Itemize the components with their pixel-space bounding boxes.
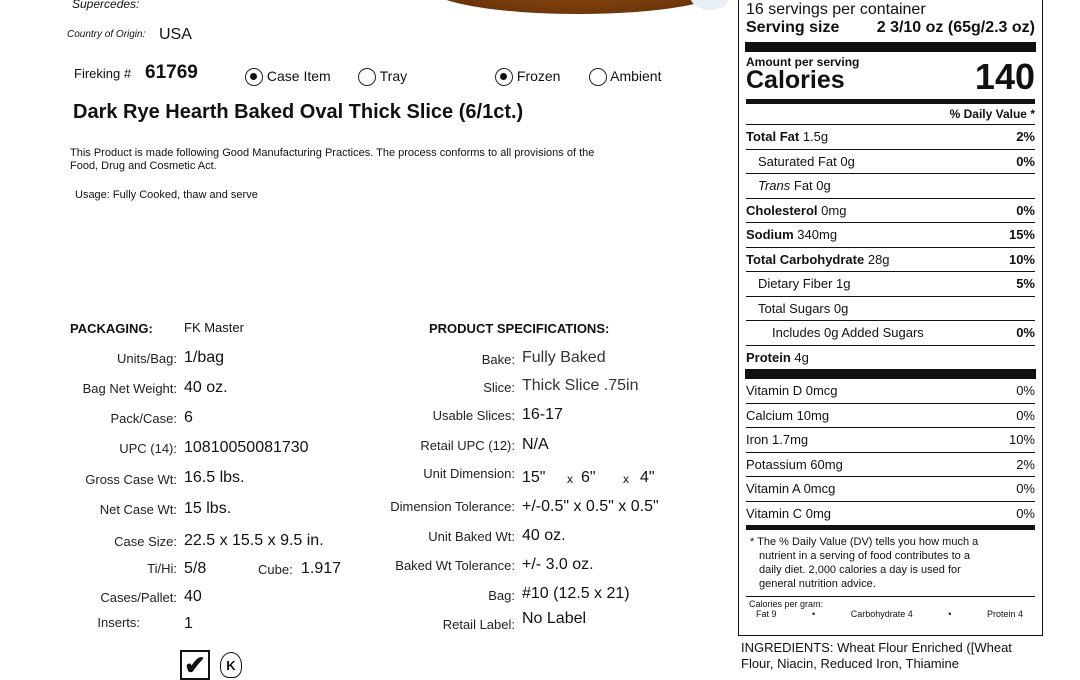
divider-thick	[745, 42, 1036, 52]
packaging-heading: PACKAGING:	[70, 321, 153, 336]
nutrient-dv: 0%	[1016, 325, 1035, 341]
product-image-plate	[690, 0, 730, 10]
product-title: Dark Rye Hearth Baked Oval Thick Slice (6/1ct.)	[73, 101, 524, 123]
radio-unselected-icon[interactable]	[358, 68, 376, 86]
ingredients-line2: Flour, Niacin, Reduced Iron, Thiamine	[741, 656, 959, 671]
nutrient-dv: 10%	[1008, 251, 1035, 267]
vitamin-row	[746, 502, 1035, 526]
spec-label: Retail UPC (12):	[420, 438, 515, 453]
nutrition-facts-panel	[738, 0, 1043, 636]
nutrient-amount: 0g	[833, 300, 849, 316]
nutrient-row	[746, 223, 1035, 248]
vitamin-dv: 0%	[1016, 383, 1035, 399]
vitamin-name: Iron 1.7mg	[746, 432, 809, 448]
nutrient-amount: 0g	[840, 153, 855, 169]
option-case-item-label: Case Item	[266, 68, 331, 84]
nutrient-row	[746, 174, 1035, 199]
pack-label: Gross Case Wt:	[85, 472, 177, 487]
spec-value: N/A	[522, 436, 549, 453]
nutrient-row	[746, 150, 1035, 175]
spec-value: 16-17	[522, 406, 563, 423]
spec-label: Slice:	[483, 380, 515, 395]
nutrient-row	[746, 125, 1035, 150]
nutrient-name: Protein	[746, 349, 791, 365]
pack-value: 16.5 lbs.	[184, 469, 245, 486]
divider-thick	[745, 369, 1036, 379]
nutrient-name: Cholesterol	[746, 202, 818, 218]
pack-label: Case Size:	[114, 534, 177, 549]
bullet-icon: •	[812, 609, 816, 619]
cal-per-gram-label: Calories per gram:	[749, 599, 824, 609]
pack-value: 1/bag	[184, 349, 225, 366]
vitamin-name: Vitamin C 0mg	[746, 505, 832, 521]
product-image	[428, 0, 728, 14]
pack-value: 10810050081730	[184, 439, 309, 456]
ingredients-line1: INGREDIENTS: Wheat Flour Enriched ([Wheat	[741, 640, 1012, 655]
spec-label: Baked Wt Tolerance:	[395, 558, 515, 573]
nutrient-row	[746, 248, 1035, 273]
vitamin-name: Calcium 10mg	[746, 407, 830, 423]
radio-selected-icon[interactable]	[245, 68, 263, 86]
option-ambient[interactable]	[589, 68, 661, 86]
nutrient-row	[746, 272, 1035, 297]
vitamin-row	[746, 477, 1035, 502]
protein-per-gram: Protein 4	[986, 609, 1023, 619]
usage-text: Usage: Fully Cooked, thaw and serve	[75, 189, 258, 201]
nutrient-dv: 0%	[1016, 202, 1035, 218]
nutrient-amount: 1g	[836, 276, 851, 292]
pack-label: Inserts:	[97, 615, 140, 630]
footnote-line: general nutrition advice.	[759, 578, 876, 590]
vitamin-name: Vitamin A 0mcg	[746, 481, 836, 497]
footnote-line: * The % Daily Value (DV) tells you how much a	[750, 536, 979, 548]
nutrient-row	[746, 321, 1035, 346]
spec-value: #10 (12.5 x 21)	[522, 585, 630, 602]
nutrient-name: Trans	[758, 178, 791, 194]
pack-label: Net Case Wt:	[99, 502, 177, 517]
cal-per-gram-values	[746, 609, 1035, 619]
calories-label: Calories	[746, 66, 845, 94]
nutrient-name: Dietary Fiber	[758, 276, 833, 292]
option-frozen-label: Frozen	[516, 68, 561, 84]
option-case-item[interactable]	[245, 68, 331, 86]
option-tray[interactable]	[358, 68, 407, 86]
country-label: Country of Origin:	[67, 29, 146, 40]
nutrient-amount: 0mg	[821, 202, 847, 218]
serving-size-row	[746, 19, 1035, 37]
supercedes-label: Supercedes:	[72, 0, 140, 11]
vitamin-name: Vitamin D 0mcg	[746, 383, 838, 399]
serving-size-label: Serving size	[746, 19, 840, 36]
spec-value: Thick Slice .75in	[522, 377, 639, 394]
nutrient-name: Total Sugars	[758, 300, 831, 316]
unit-dim-depth: 6"	[581, 469, 596, 486]
option-frozen[interactable]	[495, 68, 560, 86]
pack-label: UPC (14):	[119, 441, 177, 456]
pack-value: 40	[184, 588, 202, 605]
country-value: USA	[159, 26, 192, 43]
pack-value: 15 lbs.	[184, 500, 232, 517]
vitamin-row	[746, 453, 1035, 478]
nutrient-name: Includes 0g Added Sugars	[772, 325, 924, 341]
pack-value: 5/8	[184, 560, 207, 577]
vitamin-dv: 10%	[1008, 432, 1035, 448]
nutrient-dv: 2%	[1016, 129, 1035, 145]
serving-size-value: 2 3/10 oz (65g/2.3 oz)	[876, 19, 1035, 36]
option-ambient-label: Ambient	[610, 68, 662, 84]
nutrient-dv: 5%	[1016, 276, 1035, 292]
checkmark-icon: ✔	[180, 650, 210, 680]
fat-per-gram: Fat 9	[756, 609, 777, 619]
spec-label: Usable Slices:	[432, 408, 515, 423]
spec-value: 40 oz.	[522, 527, 566, 544]
vitamin-dv: 0%	[1016, 481, 1035, 497]
calories-value: 140	[974, 56, 1035, 97]
radio-unselected-icon[interactable]	[589, 68, 607, 86]
vitamin-name: Potassium 60mg	[746, 456, 843, 472]
pack-value: 1	[184, 615, 193, 632]
pack-value: 22.5 x 15.5 x 9.5 in.	[184, 532, 324, 549]
pack-label: Pack/Case:	[110, 411, 177, 426]
spec-label: Dimension Tolerance:	[390, 499, 515, 514]
nutrient-name: Total Fat	[746, 129, 800, 145]
footnote-line: daily diet. 2,000 calories a day is used for	[759, 564, 961, 576]
spec-label: Bag:	[488, 588, 515, 603]
spec-value: Fully Baked	[522, 349, 606, 366]
vitamin-row	[746, 428, 1035, 453]
vitamin-dv: 0%	[1016, 407, 1035, 423]
pack-label: Ti/Hi:	[147, 561, 177, 576]
footnote-line: nutrient in a serving of food contributes to a	[759, 550, 970, 562]
dv-footnote	[746, 530, 1035, 591]
nutrient-name: Total Carbohydrate	[746, 251, 865, 267]
daily-value-header: % Daily Value *	[746, 104, 1035, 125]
vitamin-row	[746, 379, 1035, 404]
kosher-icon: K	[220, 652, 242, 678]
spec-label: Unit Dimension:	[423, 466, 515, 481]
unit-dim-x: x	[567, 472, 573, 486]
cube-label: Cube:	[258, 562, 293, 577]
pack-label: Units/Bag:	[117, 351, 177, 366]
option-tray-label: Tray	[379, 68, 408, 84]
vitamin-dv: 2%	[1016, 456, 1035, 472]
spec-label: Unit Baked Wt:	[428, 529, 515, 544]
spec-label: Bake:	[481, 352, 515, 367]
pack-label: Cases/Pallet:	[100, 590, 177, 605]
radio-selected-icon[interactable]	[495, 68, 513, 86]
nutrient-row	[746, 297, 1035, 322]
spec-value: No Label	[522, 610, 587, 627]
unit-dim-width: 15"	[522, 469, 546, 486]
nutrient-amount: 1.5g	[802, 129, 829, 145]
nutrient-name: Sodium	[746, 227, 794, 243]
unit-dim-x: x	[623, 472, 629, 486]
nutrient-row	[746, 346, 1035, 370]
gmp-text-line1: This Product is made following Good Manufacturing Practices. The process conforms to all provisions of the	[70, 147, 595, 159]
specs-heading: PRODUCT SPECIFICATIONS:	[429, 321, 610, 336]
vitamin-row	[746, 404, 1035, 429]
pack-value: 40 oz.	[184, 379, 228, 396]
nutrient-dv: 15%	[1008, 227, 1035, 243]
nutrient-amount: 28g	[867, 251, 890, 267]
pack-label: Bag Net Weight:	[82, 381, 177, 396]
amount-per-serving: Amount per serving	[746, 55, 860, 69]
unit-dim-height: 4"	[640, 469, 655, 486]
spec-value: +/- 3.0 oz.	[522, 556, 594, 573]
spec-value: +/-0.5" x 0.5" x 0.5"	[522, 498, 659, 515]
nutrient-dv: 0%	[1016, 153, 1035, 169]
nutrient-row	[746, 199, 1035, 224]
calories-per-gram	[746, 596, 1035, 619]
cube-value: 1.917	[301, 560, 342, 577]
servings-per-container: 16 servings per container	[746, 1, 926, 18]
nutrient-name: Saturated Fat	[758, 153, 837, 169]
bullet-icon: •	[948, 609, 952, 619]
nutrient-amount: 4g	[794, 349, 809, 365]
fireking-label: Fireking #	[74, 66, 132, 81]
vitamin-dv: 0%	[1016, 505, 1035, 521]
carb-per-gram: Carbohydrate 4	[850, 609, 913, 619]
fireking-number: 61769	[145, 62, 198, 83]
nutrient-amount: Fat 0g	[793, 178, 831, 194]
spec-label: Retail Label:	[442, 617, 515, 632]
nutrient-amount: 340mg	[797, 227, 838, 243]
gmp-text-line2: Food, Drug and Cosmetic Act.	[70, 160, 217, 172]
pack-value: 6	[184, 409, 193, 426]
packaging-type: FK Master	[184, 320, 244, 335]
